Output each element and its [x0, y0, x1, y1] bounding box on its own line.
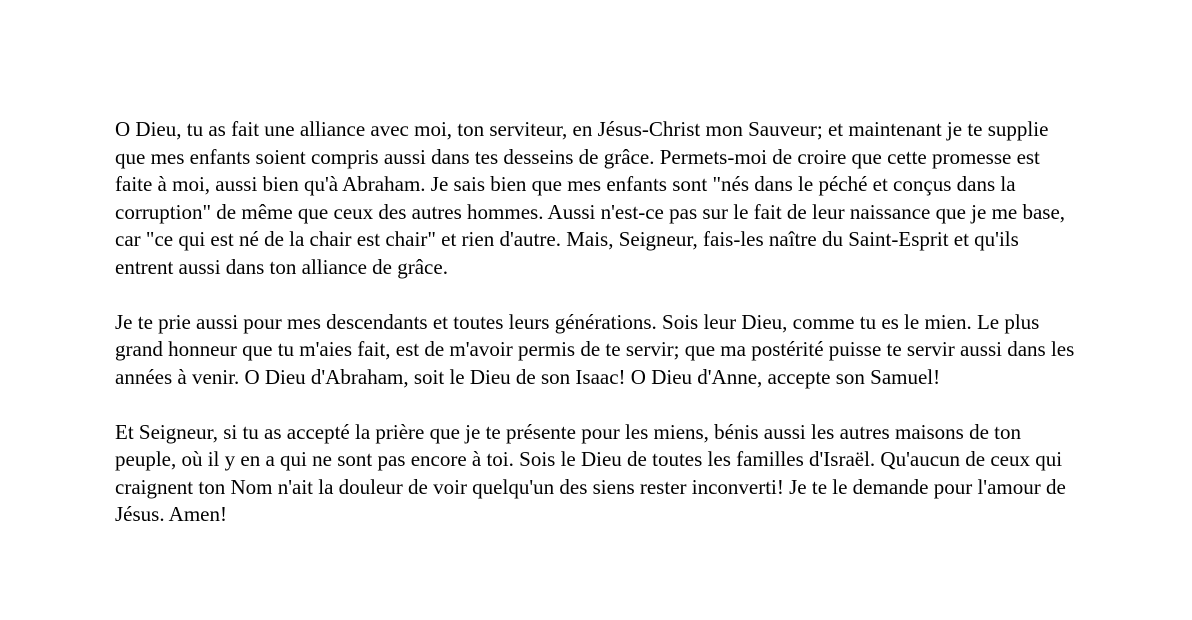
- paragraph-2: Je te prie aussi pour mes descendants et toutes leurs générations. Sois leur Dieu, comme tu es le mien. Le plus grand honneur que tu m'aies fait, est de m'avoir permis de te servir; que ma postérité puisse te servir aussi dans les années à venir. O Dieu d'Abraham, soit le Dieu de son Isaac! O Dieu d'Anne, accepte son Samuel!: [115, 309, 1075, 389]
- paragraph-1: O Dieu, tu as fait une alliance avec moi, ton serviteur, en Jésus-Christ mon Sauveur; et maintenant je te supplie que mes enfants soient compris aussi dans tes desseins de grâce. Permets-moi de croire que cette promesse est faite à moi, aussi bien qu'à Abraham. Je sais bien que mes enfants sont "nés dans le péché et conçus dans la corruption" de même que ceux des autres hommes. Aussi n'est-ce pas sur le fait de leur naissance que je me base, car "ce qui est né de la chair est chair" et rien d'autre. Mais, Seigneur, fais-les naître du Saint-Esprit et qu'ils entrent aussi dans ton alliance de grâce.: [115, 117, 1066, 279]
- paragraph-3: Et Seigneur, si tu as accepté la prière que je te présente pour les miens, bénis aussi les autres maisons de ton peuple, où il y en a qui ne sont pas encore à toi. Sois le Dieu de toutes les familles d'Israël. Qu'aucun de ceux qui craignent ton Nom n'ait la douleur de voir quelqu'un des siens rester inconverti! Je te le demande pour l'amour de Jésus. Amen!: [115, 419, 1066, 526]
- document-body: [115, 116, 1080, 529]
